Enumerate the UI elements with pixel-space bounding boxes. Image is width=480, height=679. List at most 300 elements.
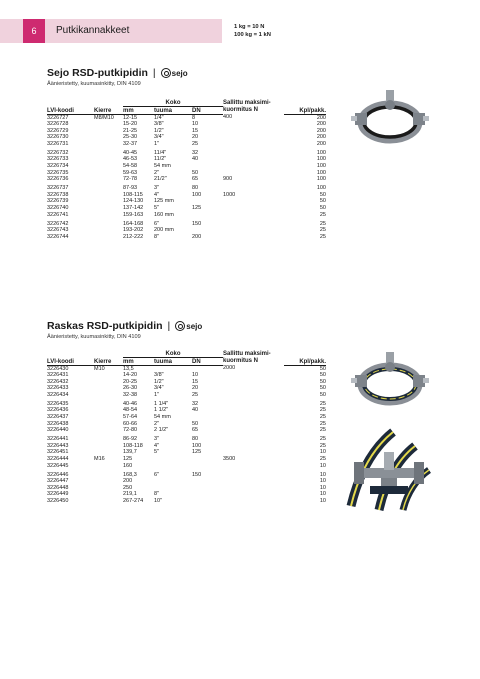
column-header: LVI-koodi bbox=[47, 106, 94, 114]
column-header: Kierre bbox=[94, 106, 123, 114]
max-load-cell bbox=[223, 170, 284, 177]
dn-cell: 150 bbox=[192, 220, 202, 227]
sejo-logo-text: sejo bbox=[186, 321, 203, 331]
dn-cell bbox=[192, 365, 223, 372]
pack-qty-cell: 25 bbox=[319, 414, 326, 421]
table-row bbox=[47, 372, 326, 379]
size-mm-cell: 124-130 bbox=[123, 198, 144, 205]
max-load-cell bbox=[223, 478, 284, 485]
size-mm-cell: 168,3 bbox=[123, 471, 137, 478]
heavy-pipe-clamp-photo bbox=[350, 350, 432, 410]
pack-qty-cell: 50 bbox=[319, 205, 326, 211]
thread-cell bbox=[94, 498, 123, 505]
dn-cell bbox=[192, 414, 223, 421]
sejo-logo-icon bbox=[161, 68, 171, 78]
thread-cell bbox=[94, 227, 123, 234]
size-mm-cell: 219,1 bbox=[123, 491, 137, 498]
size-mm-cell: 59-63 bbox=[123, 169, 138, 176]
size-mm-cell: 72-80 bbox=[123, 427, 138, 434]
lvi-code-cell: 3226446 bbox=[47, 471, 69, 478]
product-title-row bbox=[47, 67, 327, 79]
size-mm-cell: 20-25 bbox=[123, 378, 138, 385]
thread-cell bbox=[94, 478, 123, 485]
dn-cell: 50 bbox=[192, 169, 199, 176]
table-row bbox=[47, 398, 326, 407]
thread-cell bbox=[94, 128, 123, 135]
pack-qty-cell: 25 bbox=[319, 456, 326, 462]
table-row bbox=[47, 114, 326, 121]
section-title: Putkikannakkeet bbox=[56, 25, 130, 36]
size-mm-cell: 60-66 bbox=[123, 420, 138, 427]
size-mm-cell: 137-142 bbox=[123, 205, 144, 211]
dn-cell: 100 bbox=[192, 191, 202, 198]
lvi-code-cell: 3226430 bbox=[47, 365, 69, 372]
thread-cell bbox=[94, 407, 123, 414]
lvi-code-cell: 3226741 bbox=[47, 211, 69, 218]
lvi-code-cell: 3226443 bbox=[47, 442, 69, 449]
max-load-cell bbox=[223, 434, 284, 443]
table-row bbox=[47, 156, 326, 163]
table-row bbox=[47, 163, 326, 170]
lvi-code-cell: 3226743 bbox=[47, 227, 69, 234]
lvi-code-cell: 3226727 bbox=[47, 114, 69, 121]
size-mm-cell: 21-25 bbox=[123, 127, 138, 134]
max-load-cell bbox=[223, 141, 284, 148]
size-inch-cell: 1/2" bbox=[154, 127, 164, 134]
lvi-code-cell: 3226732 bbox=[47, 149, 69, 156]
max-load-cell bbox=[223, 198, 284, 205]
clamp-screw-photo bbox=[348, 448, 430, 502]
pack-qty-cell: 25 bbox=[319, 436, 326, 443]
size-mm-cell: 160 bbox=[123, 462, 133, 469]
dn-cell: 150 bbox=[192, 471, 202, 478]
table-row bbox=[47, 170, 326, 177]
size-mm-cell: 40-45 bbox=[123, 149, 138, 156]
size-mm-cell: 32-37 bbox=[123, 140, 138, 147]
size-inch-cell: 3/8" bbox=[154, 121, 164, 128]
table-row bbox=[47, 192, 326, 199]
table-row bbox=[47, 121, 326, 128]
max-load-cell bbox=[223, 156, 284, 163]
max-load-cell bbox=[223, 398, 284, 407]
pack-qty-cell: 100 bbox=[316, 149, 326, 156]
table-row bbox=[47, 176, 326, 183]
size-inch-cell: 11/4" bbox=[154, 149, 167, 156]
thread-cell bbox=[94, 463, 123, 470]
dn-cell: 125 bbox=[192, 205, 202, 211]
lvi-code-cell: 3226739 bbox=[47, 198, 69, 205]
table-row bbox=[47, 427, 326, 434]
table-row bbox=[47, 205, 326, 212]
size-mm-cell: 14-20 bbox=[123, 372, 138, 379]
size-mm-cell: 108-118 bbox=[123, 442, 143, 449]
dn-cell: 125 bbox=[192, 449, 202, 456]
table-row bbox=[47, 485, 326, 492]
table-row bbox=[47, 434, 326, 443]
load-header: Sallittu maksimi- kuormitus N bbox=[223, 100, 271, 113]
thread-cell bbox=[94, 176, 123, 183]
max-load-cell bbox=[223, 449, 284, 456]
max-load-cell bbox=[223, 183, 284, 192]
size-mm-cell: 212-222 bbox=[123, 233, 144, 240]
koko-header: Koko bbox=[123, 349, 223, 357]
pack-qty-cell: 10 bbox=[319, 497, 326, 504]
table-row bbox=[47, 456, 326, 463]
unit-note bbox=[234, 24, 271, 39]
size-inch-cell: 2 1/2" bbox=[154, 427, 169, 434]
size-mm-cell: 87-93 bbox=[123, 185, 138, 192]
dn-cell: 15 bbox=[192, 127, 199, 134]
pipe-clamp-photo bbox=[350, 88, 432, 148]
thread-cell bbox=[94, 234, 123, 241]
dn-cell: 80 bbox=[192, 185, 199, 192]
table-row bbox=[47, 449, 326, 456]
pack-qty-cell: 25 bbox=[319, 407, 326, 414]
thread-cell bbox=[94, 218, 123, 227]
size-inch-cell: 10" bbox=[154, 497, 163, 504]
size-mm-cell: 26-30 bbox=[123, 385, 138, 392]
column-header: DN bbox=[192, 357, 223, 365]
thread-cell bbox=[94, 485, 123, 492]
lvi-code-cell: 3226441 bbox=[47, 436, 69, 443]
dn-cell: 15 bbox=[192, 378, 199, 385]
table-row bbox=[47, 443, 326, 450]
table-row bbox=[47, 227, 326, 234]
product-heading bbox=[47, 67, 327, 87]
lvi-code-cell: 3226450 bbox=[47, 497, 69, 504]
thread-cell bbox=[94, 170, 123, 177]
thread-cell bbox=[94, 121, 123, 128]
size-inch-cell: 5" bbox=[154, 205, 160, 211]
lvi-code-cell: 3226451 bbox=[47, 449, 69, 456]
size-mm-cell: 159-163 bbox=[123, 211, 144, 218]
max-load-cell bbox=[223, 491, 284, 498]
lvi-code-cell: 3226438 bbox=[47, 420, 69, 427]
title-separator: | bbox=[167, 320, 171, 332]
size-mm-cell: 32-38 bbox=[123, 391, 138, 398]
max-load-cell bbox=[223, 498, 284, 505]
lvi-code-cell: 3226740 bbox=[47, 205, 69, 211]
table-row bbox=[47, 379, 326, 386]
size-mm-cell: 57-64 bbox=[123, 414, 138, 421]
lvi-code-cell: 3226742 bbox=[47, 220, 69, 227]
size-inch-cell: 8" bbox=[154, 491, 160, 498]
dn-cell bbox=[192, 456, 223, 463]
page-number: 6 bbox=[23, 19, 45, 43]
table-row bbox=[47, 463, 326, 470]
size-mm-cell: 250 bbox=[123, 484, 133, 491]
dn-cell: 25 bbox=[192, 140, 199, 147]
size-mm-cell: 86-92 bbox=[123, 436, 138, 443]
max-load-cell bbox=[223, 212, 284, 219]
thread-cell bbox=[94, 443, 123, 450]
table-row bbox=[47, 183, 326, 192]
size-inch-cell bbox=[154, 463, 192, 470]
size-inch-cell: 125 mm bbox=[154, 198, 174, 205]
column-header: tuuma bbox=[154, 106, 192, 114]
product-title: Sejo RSD-putkipidin bbox=[47, 67, 148, 79]
table-row bbox=[47, 134, 326, 141]
lvi-code-cell: 3226437 bbox=[47, 414, 69, 421]
size-mm-cell: 46-53 bbox=[123, 156, 138, 163]
max-load-cell bbox=[223, 421, 284, 428]
pack-qty-cell: 10 bbox=[319, 449, 326, 456]
thread-cell bbox=[94, 372, 123, 379]
pack-qty-cell: 25 bbox=[319, 427, 326, 434]
thread-cell bbox=[94, 434, 123, 443]
size-mm-cell: 267-274 bbox=[123, 497, 144, 504]
dn-cell bbox=[192, 198, 223, 205]
max-load-cell bbox=[223, 147, 284, 156]
table-body bbox=[47, 114, 326, 240]
table-row bbox=[47, 498, 326, 505]
lvi-code-cell: 3226448 bbox=[47, 484, 69, 491]
lvi-code-cell: 3226445 bbox=[47, 462, 69, 469]
pack-qty-cell: 25 bbox=[319, 227, 326, 234]
dn-cell: 10 bbox=[192, 121, 199, 128]
size-inch-cell: 11/2" bbox=[154, 156, 167, 163]
thread-cell bbox=[94, 392, 123, 399]
pack-qty-cell: 10 bbox=[319, 484, 326, 491]
max-load-cell bbox=[223, 414, 284, 421]
size-mm-cell: 13,5 bbox=[123, 365, 134, 372]
dn-cell: 40 bbox=[192, 156, 199, 163]
max-load-cell: 900 bbox=[223, 176, 233, 183]
pack-qty-cell: 50 bbox=[319, 378, 326, 385]
size-inch-cell: 6" bbox=[154, 471, 160, 478]
dn-cell bbox=[192, 227, 223, 234]
pack-qty-cell: 50 bbox=[319, 191, 326, 198]
max-load-cell bbox=[223, 463, 284, 470]
size-inch-cell: 3" bbox=[154, 185, 160, 192]
load-header: Sallittu maksimi- kuormitus N bbox=[223, 351, 271, 364]
size-inch-cell: 1" bbox=[154, 140, 160, 147]
size-mm-cell: 15-20 bbox=[123, 121, 138, 128]
pack-qty-cell: 200 bbox=[316, 114, 326, 121]
thread-cell bbox=[94, 414, 123, 421]
sejo-logo-icon bbox=[175, 321, 185, 331]
pack-qty-cell: 10 bbox=[319, 491, 326, 498]
thread-cell bbox=[94, 156, 123, 163]
lvi-code-cell: 3226744 bbox=[47, 233, 69, 240]
lvi-code-cell: 3226436 bbox=[47, 407, 69, 414]
column-header: LVI-koodi bbox=[47, 357, 94, 365]
thread-cell bbox=[94, 379, 123, 386]
lvi-code-cell: 3226729 bbox=[47, 127, 69, 134]
size-mm-cell: 48-54 bbox=[123, 407, 138, 414]
pack-qty-cell: 200 bbox=[316, 127, 326, 134]
thread-cell bbox=[94, 147, 123, 156]
product-title-row bbox=[47, 320, 327, 332]
lvi-code-cell: 3226440 bbox=[47, 427, 69, 434]
size-inch-cell: 200 mm bbox=[154, 227, 174, 234]
table-row bbox=[47, 198, 326, 205]
size-inch-cell: 3/4" bbox=[154, 134, 164, 141]
unit-note-line: 100 kg = 1 kN bbox=[234, 31, 271, 38]
max-load-cell bbox=[223, 407, 284, 414]
size-mm-cell: 40-46 bbox=[123, 400, 138, 407]
pack-qty-cell: 25 bbox=[319, 220, 326, 227]
size-inch-cell: 4" bbox=[154, 191, 160, 198]
max-load-cell bbox=[223, 218, 284, 227]
dn-cell: 20 bbox=[192, 385, 199, 392]
size-inch-cell bbox=[154, 365, 192, 372]
size-inch-cell: 2" bbox=[154, 169, 160, 176]
size-inch-cell: 21/2" bbox=[154, 176, 167, 183]
table-row bbox=[47, 212, 326, 219]
max-load-cell: 1000 bbox=[223, 191, 236, 198]
dn-cell: 65 bbox=[192, 176, 199, 183]
thread-cell bbox=[94, 183, 123, 192]
size-inch-cell: 160 mm bbox=[154, 211, 174, 218]
max-load-cell bbox=[223, 121, 284, 128]
size-mm-cell: 200 bbox=[123, 478, 133, 485]
table-row bbox=[47, 478, 326, 485]
dn-cell: 200 bbox=[192, 233, 202, 240]
dn-cell: 80 bbox=[192, 436, 199, 443]
koko-header: Koko bbox=[123, 98, 223, 106]
pack-qty-cell: 25 bbox=[319, 420, 326, 427]
size-inch-cell bbox=[154, 478, 192, 485]
thread-cell: M8/M10 bbox=[94, 114, 114, 121]
lvi-code-cell: 3226432 bbox=[47, 378, 69, 385]
size-inch-cell: 1/2" bbox=[154, 378, 164, 385]
product-subtitle: Äänieristetty, kuumasinkitty, DIN 4109 bbox=[47, 81, 141, 87]
dn-cell bbox=[192, 498, 223, 505]
lvi-code-cell: 3226730 bbox=[47, 134, 69, 141]
size-inch-cell: 54 mm bbox=[154, 414, 171, 421]
thread-cell bbox=[94, 421, 123, 428]
size-inch-cell: 3/4" bbox=[154, 385, 164, 392]
table-row bbox=[47, 128, 326, 135]
max-load-cell: 3500 bbox=[223, 456, 236, 462]
product-heading bbox=[47, 320, 327, 340]
size-inch-cell: 8" bbox=[154, 233, 160, 240]
pack-qty-cell: 100 bbox=[316, 156, 326, 163]
thread-cell bbox=[94, 491, 123, 498]
dn-cell bbox=[192, 478, 223, 485]
lvi-code-cell: 3226435 bbox=[47, 400, 69, 407]
lvi-code-cell: 3226434 bbox=[47, 391, 69, 398]
size-mm-cell: 12-15 bbox=[123, 114, 138, 121]
table-row bbox=[47, 392, 326, 399]
lvi-code-cell: 3226734 bbox=[47, 163, 69, 170]
size-inch-cell: 6" bbox=[154, 220, 160, 227]
thread-cell bbox=[94, 469, 123, 478]
size-mm-cell: 72-78 bbox=[123, 176, 138, 183]
lvi-code-cell: 3226431 bbox=[47, 372, 69, 379]
dn-cell: 65 bbox=[192, 427, 199, 434]
table-row bbox=[47, 421, 326, 428]
thread-cell bbox=[94, 192, 123, 199]
product-subtitle: Äänieristetty, kuumasinkitty, DIN 4109 bbox=[47, 334, 141, 340]
dn-cell: 40 bbox=[192, 407, 199, 414]
max-load-cell bbox=[223, 128, 284, 135]
table-body bbox=[47, 365, 326, 505]
pack-qty-cell: 100 bbox=[316, 169, 326, 176]
product-title: Raskas RSD-putkipidin bbox=[47, 320, 163, 332]
dn-cell bbox=[192, 212, 223, 219]
lvi-code-cell: 3226733 bbox=[47, 156, 69, 163]
dn-cell bbox=[192, 491, 223, 498]
pack-qty-cell: 25 bbox=[319, 233, 326, 240]
table-row bbox=[47, 414, 326, 421]
dn-cell: 8 bbox=[192, 114, 196, 121]
pack-qty-cell: 10 bbox=[319, 471, 326, 478]
max-load-cell bbox=[223, 205, 284, 212]
size-inch-cell bbox=[154, 485, 192, 492]
dn-cell: 32 bbox=[192, 400, 199, 407]
dn-cell: 10 bbox=[192, 372, 199, 379]
dn-cell: 32 bbox=[192, 149, 199, 156]
pack-qty-cell: 25 bbox=[319, 400, 326, 407]
dn-cell bbox=[192, 463, 223, 470]
table-row bbox=[47, 218, 326, 227]
column-header: Kierre bbox=[94, 357, 123, 365]
thread-cell: M10 bbox=[94, 365, 105, 372]
max-load-cell bbox=[223, 469, 284, 478]
max-load-cell bbox=[223, 485, 284, 492]
sejo-logo bbox=[161, 68, 188, 78]
lvi-code-cell: 3226736 bbox=[47, 176, 69, 183]
sejo-logo-text: sejo bbox=[171, 68, 188, 78]
max-load-cell bbox=[223, 427, 284, 434]
size-inch-cell: 1 1/4" bbox=[154, 400, 169, 407]
column-header: mm bbox=[123, 106, 154, 114]
table-row bbox=[47, 469, 326, 478]
size-inch-cell: 1 1/2" bbox=[154, 407, 169, 414]
max-load-cell bbox=[223, 372, 284, 379]
thread-cell bbox=[94, 427, 123, 434]
table-row bbox=[47, 385, 326, 392]
title-separator: | bbox=[152, 67, 156, 79]
lvi-code-cell: 3226444 bbox=[47, 456, 69, 462]
dn-cell: 100 bbox=[192, 442, 202, 449]
thread-cell bbox=[94, 449, 123, 456]
pack-qty-cell: 50 bbox=[319, 365, 326, 372]
pack-qty-cell: 100 bbox=[316, 185, 326, 192]
pack-qty-cell: 200 bbox=[316, 121, 326, 128]
column-header: Kpl/pakk. bbox=[284, 106, 326, 114]
size-inch-cell: 3" bbox=[154, 436, 160, 443]
size-mm-cell: 25-30 bbox=[123, 134, 138, 141]
dn-cell bbox=[192, 485, 223, 492]
size-inch-cell: 54 mm bbox=[154, 163, 171, 170]
size-inch-cell: 2" bbox=[154, 420, 160, 427]
size-mm-cell: 139,7 bbox=[123, 449, 137, 456]
lvi-code-cell: 3226731 bbox=[47, 140, 69, 147]
thread-cell bbox=[94, 163, 123, 170]
table-row bbox=[47, 234, 326, 241]
column-header: mm bbox=[123, 357, 154, 365]
max-load-cell bbox=[223, 385, 284, 392]
product-table bbox=[47, 349, 326, 505]
table-row bbox=[47, 365, 326, 372]
size-mm-cell: 108-115 bbox=[123, 191, 143, 198]
thread-cell bbox=[94, 134, 123, 141]
max-load-cell: 2000 bbox=[223, 365, 236, 372]
thread-cell bbox=[94, 205, 123, 212]
pack-qty-cell: 25 bbox=[319, 211, 326, 218]
pack-qty-cell: 200 bbox=[316, 134, 326, 141]
pack-qty-cell: 200 bbox=[316, 140, 326, 147]
lvi-code-cell: 3226449 bbox=[47, 491, 69, 498]
pack-qty-cell: 100 bbox=[316, 176, 326, 183]
dn-cell: 50 bbox=[192, 420, 199, 427]
max-load-cell bbox=[223, 227, 284, 234]
size-inch-cell: 3/8" bbox=[154, 372, 164, 379]
max-load-cell bbox=[223, 443, 284, 450]
